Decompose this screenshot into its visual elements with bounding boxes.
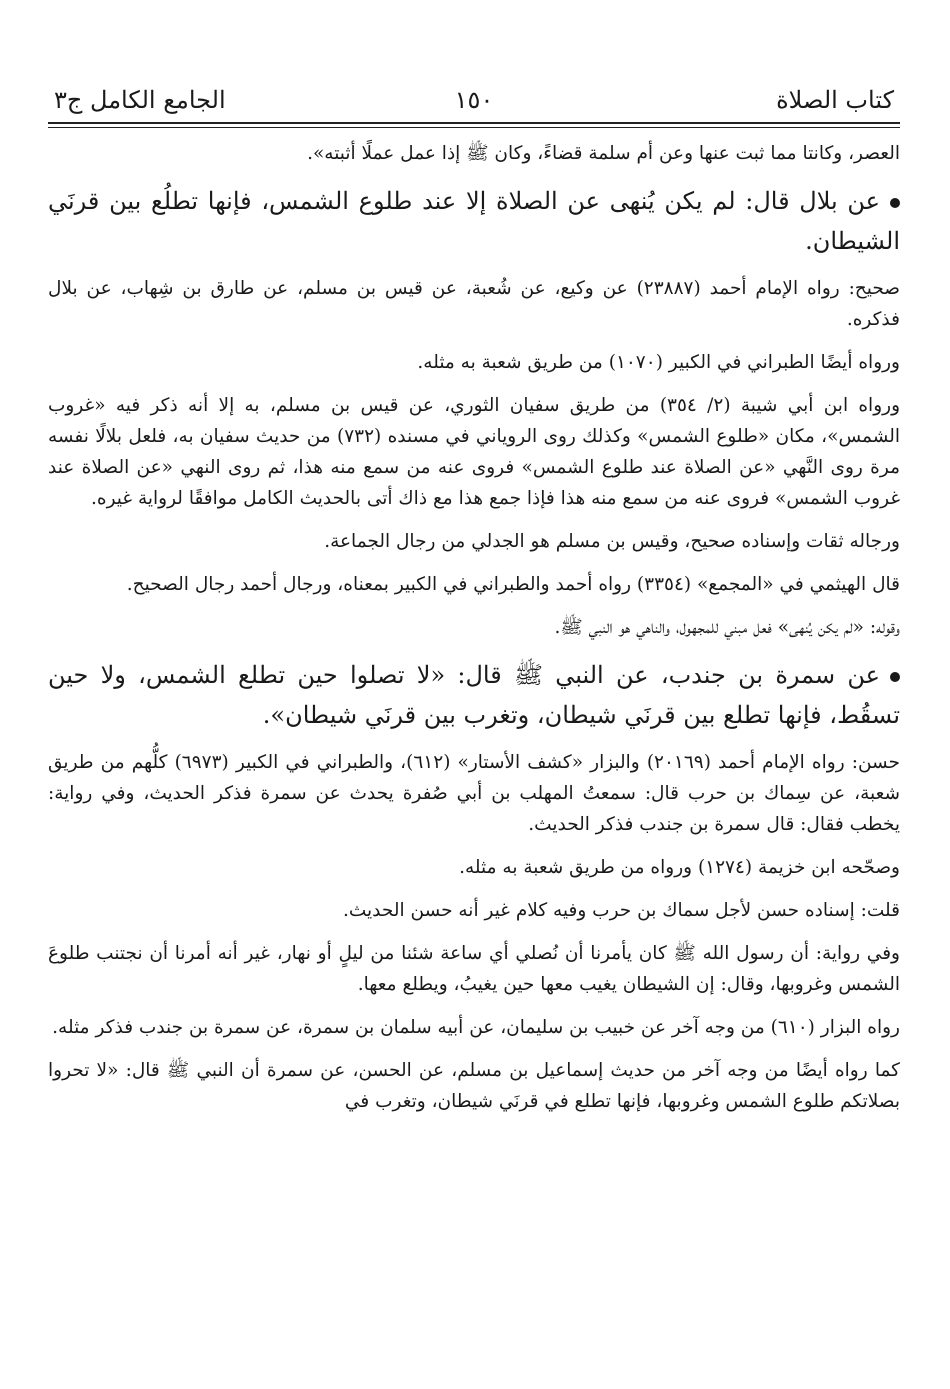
paragraph-text: صحيح: رواه الإمام أحمد (٢٣٨٨٧) عن وكيع، عن شُعبة، عن قيس بن مسلم، عن طارق بن شِهاب، عن بلال فذكره. xyxy=(48,278,900,330)
hadith-paragraph xyxy=(48,655,900,735)
paragraph-text: وفي رواية: أن رسول الله ﷺ كان يأمرنا أن نُصلي أي ساعة شئنا من ليلٍ أو نهار، غير أنه أمرنا أن نجتنب طلوعَ الشمس وغروبها، وقال: إن الشيطان يغيب معها حين يغيبُ، ويطلع معها. xyxy=(48,943,900,995)
page-number: ١٥٠ xyxy=(454,86,494,114)
hadith-paragraph xyxy=(48,181,900,261)
book-title: الجامع الكامل ج٣ xyxy=(54,86,226,114)
paragraph xyxy=(48,526,900,557)
paragraph-text: وقوله: «لم يكن يُنهى» فعل مبني للمجهول، والناهي هو النبي ﷺ. xyxy=(554,617,900,638)
paragraph-text: العصر، وكانتا مما ثبت عنها وعن أم سلمة قضاءً، وكان ﷺ إذا عمل عملًا أثبته». xyxy=(307,143,900,164)
paragraph xyxy=(48,138,900,169)
paragraph-text: حسن: رواه الإمام أحمد (٢٠١٦٩) والبزار «كشف الأستار» (٦١٢)، والطبراني في الكبير (٦٩٧٣) كلُّهم من طريق شعبة، عن سِماك بن حرب قال: سمعتُ المهلب بن أبي صُفرة يحدث عن سمرة فذكر الحديث، وفي رواية: يخطب فقال: قال سمرة بن جندب فذكر الحديث. xyxy=(48,752,900,835)
paragraph xyxy=(48,569,900,600)
paragraph xyxy=(48,1012,900,1043)
paragraph-text: رواه البزار (٦١٠) من وجه آخر عن خبيب بن سليمان، عن أبيه سلمان بن سمرة، عن سمرة بن جندب فذكر مثله. xyxy=(52,1017,900,1038)
document-page xyxy=(48,0,900,1389)
paragraph xyxy=(48,273,900,335)
paragraph-text: عن بلال قال: لم يكن يُنهى عن الصلاة إلا عند طلوع الشمس، فإنها تطلُع بين قرنَي الشيطان. xyxy=(48,187,900,255)
header-rule-thin xyxy=(48,127,900,128)
paragraph xyxy=(48,612,900,643)
bullet-icon xyxy=(890,672,900,682)
paragraph-text: عن سمرة بن جندب، عن النبي ﷺ قال: «لا تصلوا حين تطلع الشمس، ولا حين تسقُط، فإنها تطلع بين قرنَي شيطان، وتغرب بين قرنَي شيطان». xyxy=(48,661,900,729)
paragraph-text: قال الهيثمي في «المجمع» (٣٣٥٤) رواه أحمد والطبراني في الكبير بمعناه، ورجال أحمد رجال الصحيح. xyxy=(126,574,900,595)
page-body xyxy=(48,138,900,1117)
paragraph-text: كما رواه أيضًا من وجه آخر من حديث إسماعيل بن مسلم، عن الحسن، عن سمرة أن النبي ﷺ قال: «لا تحروا بصلاتكم طلوع الشمس وغروبها، فإنها تطلع في قرنَي شيطان، وتغرب في xyxy=(48,1060,900,1112)
paragraph xyxy=(48,1055,900,1117)
paragraph xyxy=(48,895,900,926)
chapter-title: كتاب الصلاة xyxy=(776,86,894,114)
paragraph xyxy=(48,347,900,378)
paragraph-text: ورواه أيضًا الطبراني في الكبير (١٠٧٠) من طريق شعبة به مثله. xyxy=(417,352,900,373)
paragraph-text: ورجاله ثقات وإسناده صحيح، وقيس بن مسلم هو الجدلي من رجال الجماعة. xyxy=(324,531,900,552)
paragraph-text: وصحّحه ابن خزيمة (١٢٧٤) ورواه من طريق شعبة به مثله. xyxy=(459,857,900,878)
paragraph xyxy=(48,938,900,1000)
header-rule-thick xyxy=(48,122,900,124)
paragraph-text: قلت: إسناده حسن لأجل سماك بن حرب وفيه كلام غير أنه حسن الحديث. xyxy=(342,900,900,921)
paragraph xyxy=(48,852,900,883)
page-header xyxy=(48,84,900,124)
bullet-icon xyxy=(890,198,900,208)
paragraph xyxy=(48,390,900,514)
paragraph-text: ورواه ابن أبي شيبة (٢/ ٣٥٤) من طريق سفيان الثوري، عن قيس بن مسلم، به إلا أنه ذكر فيه «غروب الشمس»، مكان «طلوع الشمس» وكذلك روى الروياني في مسنده (٧٣٢) من حديث سفيان به، فلعل بلالًا نفسه مرة روى النَّهي «عن الصلاة عند طلوع الشمس» فروى عنه من سمع منه هذا، ثم روى النهي «عن الصلاة عند غروب الشمس» فروى عنه من سمع منه هذا فإذا جمع هذا مع ذاك أتى بالحديث الكامل موافقًا لرواية غيره. xyxy=(48,395,901,509)
paragraph xyxy=(48,747,900,840)
